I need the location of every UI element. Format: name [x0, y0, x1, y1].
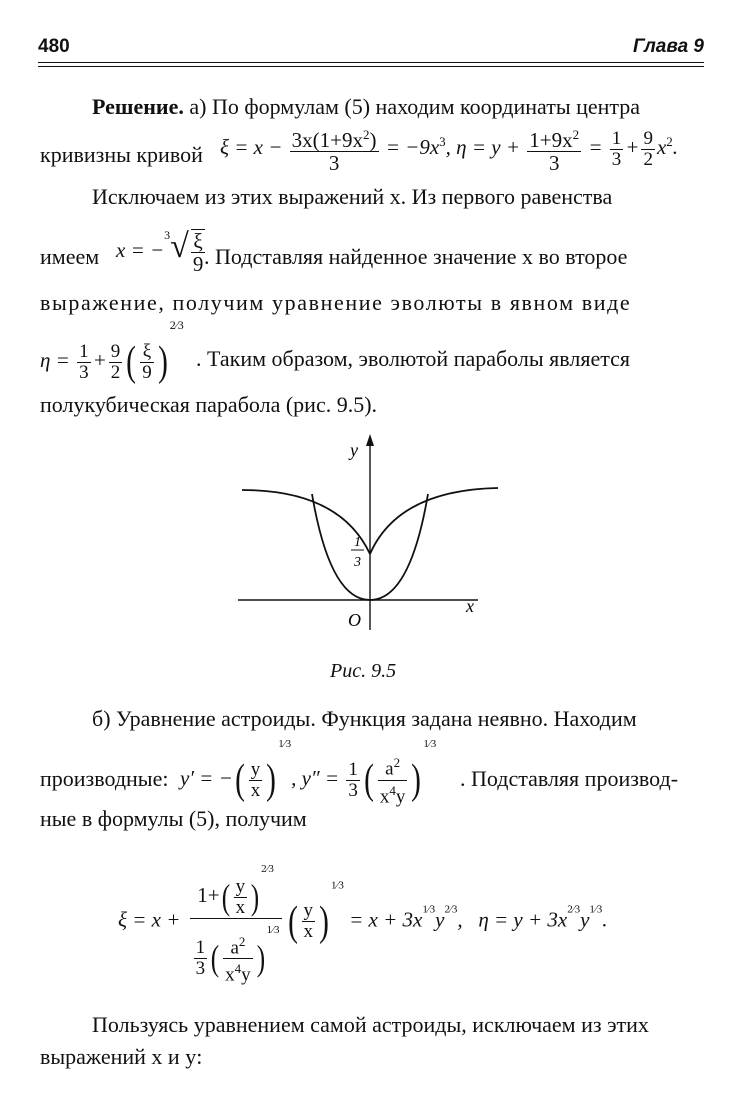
para-a-line-2-prefix: кривизны кривой	[40, 142, 203, 167]
para-a-line-4-rest: . Подставляя найденное значение x во второе	[204, 244, 628, 269]
page-number: 480	[38, 36, 70, 57]
formula-astroid-evolute: ξ = x + 1+( $\frac{y}{x}$ )$^{2⁄3}$ $\frac{1}{3}$ ( $\frac{a^2}{x^4y}$ )$^{1⁄3}$ ( $\frac{y}{x}$ )$^{1⁄3} = x + 3x^{1⁄3}y^{2⁄3}$, $\eta = y + 3x^{2⁄3}y^{1⁄3}$.	[118, 858, 608, 985]
evolute-left-branch	[242, 490, 370, 554]
para-a-line-4-prefix: имеем	[40, 244, 100, 269]
formula-xi-eta: ξ = x − $\frac{3x(1+9x^2)}{3}$ = $-9x^3$, η = y + $\frac{1+9x^2}{3}$ = $\frac{1}{3}$ + $\frac{9}{2}$ $x^2$.	[220, 124, 678, 174]
formula-evolute: η = $\frac{1}{3}$ + $\frac{9}{2}$ ( $\frac{\xi}{9}$ )$^{2⁄3}$	[40, 318, 184, 386]
para-b-line-4: Пользуясь уравнением самой астроиды, исключаем из этих	[92, 1012, 649, 1037]
evolute-right-branch	[370, 488, 498, 554]
y-axis-arrow	[366, 434, 374, 446]
y-axis-label: y	[350, 440, 358, 460]
para-b-line-3: ные в формулы (5), получим	[40, 806, 307, 831]
para-b-line-2-rest: . Подставляя производ-	[460, 766, 679, 791]
figure-evolute-parabola	[230, 430, 520, 640]
para-b-line-5: выражений x и y:	[40, 1044, 203, 1069]
origin-label: O	[348, 610, 361, 630]
para-a-line-7: полукубическая парабола (рис. 9.5).	[40, 392, 378, 417]
para-a-line-5: выражение, получим уравнение эволюты в явном виде	[40, 290, 632, 315]
formula-derivatives: y′ = −( $\frac{y}{x}$ )$^{1⁄3}$, y″ = $\frac{1}{3}$ ( $\frac{a^2}{x^4y}$ )$^{1⁄3}$	[180, 738, 437, 808]
running-header	[38, 36, 704, 60]
para-a-line-1: Решение. а) По формулам (5) находим координаты центра	[92, 94, 641, 119]
x-axis-label: x	[466, 596, 474, 616]
formula-x-cuberoot: x = −$^3$√ $\frac{\xi}{9}$	[116, 228, 204, 277]
header-rule-top	[38, 62, 704, 63]
header-rule-bottom	[38, 66, 704, 67]
para-b-line-1: б) Уравнение астроиды. Функция задана неявно. Находим	[92, 706, 637, 731]
para-b-line-2-prefix: производные:	[40, 766, 169, 791]
para-a-line-3: Исключаем из этих выражений x. Из первого равенства	[92, 184, 613, 209]
tick-label-denominator: 3	[354, 555, 361, 570]
figure-caption: Рис. 9.5	[330, 660, 397, 682]
para-a-line-6-rest: . Таким образом, эволютой параболы является	[196, 346, 630, 371]
solution-label: Решение.	[92, 94, 184, 119]
chapter-title: Глава 9	[633, 36, 704, 57]
tick-label-numerator: 1	[354, 535, 361, 550]
